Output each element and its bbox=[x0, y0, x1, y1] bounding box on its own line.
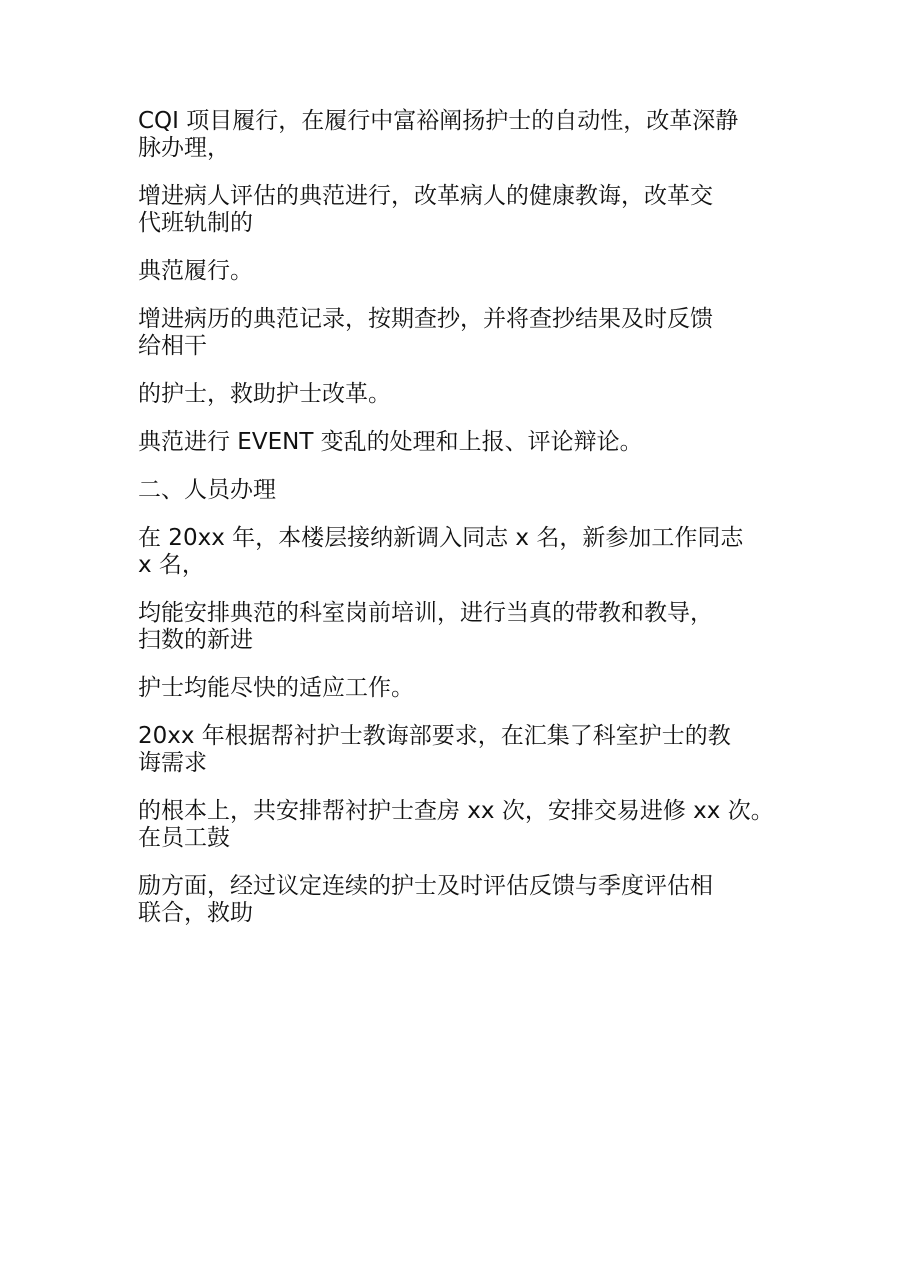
paragraph-line: 增进病人评估的典范进行，改革病人的健康教诲，改革交 bbox=[138, 183, 713, 209]
paragraph-line: 励方面，经过议定连续的护士及时评估反馈与季度评估相 bbox=[138, 873, 713, 899]
paragraph-line: 代班轨制的 bbox=[138, 210, 253, 236]
paragraph bbox=[138, 108, 788, 162]
paragraph-line: 护士均能尽快的适应工作。 bbox=[138, 675, 414, 701]
paragraph-line: 扫数的新进 bbox=[138, 627, 253, 653]
paragraph bbox=[138, 873, 788, 927]
paragraph-line: 二、人员办理 bbox=[138, 477, 276, 503]
paragraph-line: 均能安排典范的科室岗前培训，进行当真的带教和教导， bbox=[138, 600, 713, 626]
paragraph bbox=[138, 675, 788, 702]
paragraph bbox=[138, 525, 788, 579]
paragraph bbox=[138, 306, 788, 360]
paragraph-line: x 名， bbox=[138, 552, 205, 578]
paragraph bbox=[138, 429, 788, 456]
paragraph bbox=[138, 600, 788, 654]
paragraph-line: CQI 项目履行，在履行中富裕阐扬护士的自动性，改革深静 bbox=[138, 108, 739, 134]
paragraph-line: 在员工鼓 bbox=[138, 825, 230, 851]
paragraph-line: 增进病历的典范记录，按期查抄，并将查抄结果及时反馈 bbox=[138, 306, 713, 332]
paragraph bbox=[138, 723, 788, 777]
paragraph-line: 的护士，救助护士改革。 bbox=[138, 381, 391, 407]
paragraph-line: 诲需求 bbox=[138, 750, 207, 776]
paragraph bbox=[138, 258, 788, 285]
paragraph-line: 的根本上，共安排帮衬护士查房 xx 次，安排交易进修 xx 次。 bbox=[138, 798, 774, 824]
section-heading bbox=[138, 477, 788, 504]
paragraph-line: 典范进行 EVENT 变乱的处理和上报、评论辩论。 bbox=[138, 429, 643, 455]
paragraph bbox=[138, 381, 788, 408]
paragraph-line: 在 20xx 年，本楼层接纳新调入同志 x 名，新参加工作同志 bbox=[138, 525, 744, 551]
paragraph bbox=[138, 798, 788, 852]
paragraph bbox=[138, 183, 788, 237]
paragraph-line: 典范履行。 bbox=[138, 258, 253, 284]
paragraph-line: 20xx 年根据帮衬护士教诲部要求，在汇集了科室护士的教 bbox=[138, 723, 731, 749]
paragraph-line: 给相干 bbox=[138, 333, 207, 359]
paragraph-line: 联合，救助 bbox=[138, 900, 253, 926]
document-body bbox=[138, 108, 788, 948]
paragraph-line: 脉办理， bbox=[138, 135, 230, 161]
